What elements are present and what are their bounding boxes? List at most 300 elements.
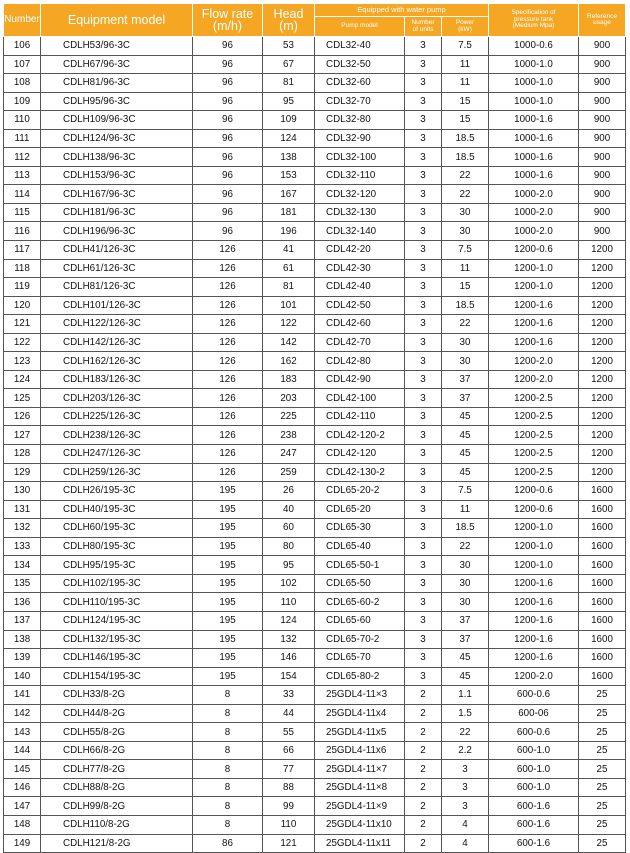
cell-pump-model: CDL65-20 <box>315 500 405 519</box>
cell-head: 88 <box>263 778 315 797</box>
header-flow-rate-unit: (m/h) <box>212 19 243 33</box>
cell-pressure-tank: 1000-2.0 <box>489 185 579 204</box>
cell-pressure-tank: 1000-1.0 <box>489 55 579 74</box>
cell-equipment-model: CDLH167/96-3C <box>41 185 193 204</box>
cell-units: 3 <box>405 148 442 167</box>
header-pressure-tank <box>489 4 579 37</box>
cell-flow-rate: 8 <box>193 797 263 816</box>
table-row <box>4 259 626 278</box>
cell-equipment-model: CDLH247/126-3C <box>41 445 193 464</box>
table-row <box>4 611 626 630</box>
cell-pressure-tank: 1000-1.6 <box>489 129 579 148</box>
cell-pump-model: CDL65-30 <box>315 519 405 538</box>
cell-units: 2 <box>405 815 442 834</box>
cell-pump-model: CDL42-70 <box>315 333 405 352</box>
cell-flow-rate: 126 <box>193 463 263 482</box>
cell-equipment-model: CDLH124/195-3C <box>41 611 193 630</box>
cell-pressure-tank: 600-0.6 <box>489 686 579 705</box>
cell-number: 133 <box>4 537 41 556</box>
cell-pressure-tank: 1200-2.5 <box>489 407 579 426</box>
table-row <box>4 111 626 130</box>
cell-flow-rate: 126 <box>193 407 263 426</box>
cell-reference-usage: 25 <box>579 704 626 723</box>
cell-pump-model: CDL32-60 <box>315 74 405 93</box>
cell-pump-model: CDL42-90 <box>315 370 405 389</box>
cell-equipment-model: CDLH102/195-3C <box>41 574 193 593</box>
header-units-line1: Number <box>411 19 435 26</box>
cell-number: 115 <box>4 203 41 222</box>
cell-flow-rate: 126 <box>193 278 263 297</box>
cell-flow-rate: 195 <box>193 574 263 593</box>
cell-equipment-model: CDLH142/126-3C <box>41 333 193 352</box>
cell-number: 143 <box>4 723 41 742</box>
cell-pressure-tank: 1200-1.6 <box>489 574 579 593</box>
cell-reference-usage: 25 <box>579 760 626 779</box>
cell-head: 110 <box>263 815 315 834</box>
header-head <box>263 4 315 37</box>
cell-equipment-model: CDLH55/8-2G <box>41 723 193 742</box>
header-equipment-model: Equipment model <box>41 4 193 37</box>
cell-reference-usage: 900 <box>579 111 626 130</box>
cell-flow-rate: 8 <box>193 741 263 760</box>
cell-pressure-tank: 1000-2.0 <box>489 203 579 222</box>
cell-power: 11 <box>442 500 489 519</box>
cell-power: 11 <box>442 55 489 74</box>
cell-reference-usage: 1600 <box>579 500 626 519</box>
table-row <box>4 815 626 834</box>
cell-power: 11 <box>442 74 489 93</box>
cell-pressure-tank: 1200-1.0 <box>489 278 579 297</box>
cell-head: 81 <box>263 278 315 297</box>
cell-reference-usage: 25 <box>579 797 626 816</box>
cell-power: 45 <box>442 407 489 426</box>
table-row <box>4 315 626 334</box>
cell-reference-usage: 1200 <box>579 389 626 408</box>
cell-number: 142 <box>4 704 41 723</box>
cell-reference-usage: 25 <box>579 834 626 853</box>
cell-head: 81 <box>263 74 315 93</box>
cell-units: 3 <box>405 593 442 612</box>
cell-flow-rate: 96 <box>193 129 263 148</box>
cell-equipment-model: CDLH138/96-3C <box>41 148 193 167</box>
cell-pump-model: 25GDL4-11×7 <box>315 760 405 779</box>
table-row <box>4 74 626 93</box>
cell-number: 131 <box>4 500 41 519</box>
pump-spec-table-container <box>3 3 625 853</box>
cell-head: 183 <box>263 370 315 389</box>
cell-pressure-tank: 1200-1.6 <box>489 333 579 352</box>
cell-flow-rate: 8 <box>193 778 263 797</box>
cell-pressure-tank: 600-1.6 <box>489 815 579 834</box>
table-row <box>4 278 626 297</box>
cell-head: 95 <box>263 556 315 575</box>
cell-pressure-tank: 1200-2.5 <box>489 445 579 464</box>
cell-head: 122 <box>263 315 315 334</box>
header-ref-line1: Reference <box>587 12 617 20</box>
cell-equipment-model: CDLH181/96-3C <box>41 203 193 222</box>
cell-pump-model: CDL42-20 <box>315 241 405 260</box>
cell-head: 259 <box>263 463 315 482</box>
cell-head: 153 <box>263 166 315 185</box>
cell-flow-rate: 96 <box>193 37 263 56</box>
cell-flow-rate: 195 <box>193 667 263 686</box>
cell-pressure-tank: 1200-1.0 <box>489 519 579 538</box>
cell-power: 45 <box>442 463 489 482</box>
cell-units: 3 <box>405 296 442 315</box>
cell-power: 4 <box>442 815 489 834</box>
cell-power: 37 <box>442 630 489 649</box>
cell-reference-usage: 900 <box>579 148 626 167</box>
cell-head: 110 <box>263 593 315 612</box>
cell-head: 80 <box>263 537 315 556</box>
cell-flow-rate: 126 <box>193 296 263 315</box>
cell-pump-model: CDL65-20-2 <box>315 482 405 501</box>
cell-equipment-model: CDLH40/195-3C <box>41 500 193 519</box>
cell-units: 3 <box>405 222 442 241</box>
cell-power: 7.5 <box>442 37 489 56</box>
cell-reference-usage: 900 <box>579 55 626 74</box>
cell-pump-model: CDL42-100 <box>315 389 405 408</box>
cell-pump-model: CDL32-100 <box>315 148 405 167</box>
cell-pump-model: CDL65-70 <box>315 649 405 668</box>
cell-units: 3 <box>405 667 442 686</box>
cell-head: 61 <box>263 259 315 278</box>
cell-equipment-model: CDLH110/195-3C <box>41 593 193 612</box>
cell-flow-rate: 126 <box>193 445 263 464</box>
cell-head: 225 <box>263 407 315 426</box>
cell-reference-usage: 25 <box>579 778 626 797</box>
cell-power: 30 <box>442 203 489 222</box>
cell-units: 3 <box>405 482 442 501</box>
cell-number: 138 <box>4 630 41 649</box>
cell-head: 102 <box>263 574 315 593</box>
cell-pressure-tank: 600-1.0 <box>489 778 579 797</box>
cell-head: 138 <box>263 148 315 167</box>
cell-units: 3 <box>405 500 442 519</box>
cell-equipment-model: CDLH61/126-3C <box>41 259 193 278</box>
table-row <box>4 333 626 352</box>
cell-head: 162 <box>263 352 315 371</box>
cell-equipment-model: CDLH41/126-3C <box>41 241 193 260</box>
cell-pressure-tank: 1000-2.0 <box>489 222 579 241</box>
cell-power: 18.5 <box>442 296 489 315</box>
cell-units: 3 <box>405 185 442 204</box>
cell-head: 67 <box>263 55 315 74</box>
table-row <box>4 593 626 612</box>
cell-units: 3 <box>405 519 442 538</box>
cell-head: 26 <box>263 482 315 501</box>
cell-flow-rate: 96 <box>193 74 263 93</box>
table-row <box>4 686 626 705</box>
table-row <box>4 352 626 371</box>
pump-spec-table <box>3 3 626 853</box>
cell-pressure-tank: 1200-0.6 <box>489 500 579 519</box>
cell-number: 146 <box>4 778 41 797</box>
table-row <box>4 166 626 185</box>
table-row <box>4 574 626 593</box>
cell-equipment-model: CDLH67/96-3C <box>41 55 193 74</box>
cell-flow-rate: 126 <box>193 370 263 389</box>
cell-pump-model: 25GDL4-11x11 <box>315 834 405 853</box>
cell-flow-rate: 195 <box>193 556 263 575</box>
cell-pressure-tank: 1200-2.0 <box>489 667 579 686</box>
cell-pressure-tank: 600-0.6 <box>489 723 579 742</box>
cell-pressure-tank: 1200-2.5 <box>489 426 579 445</box>
cell-number: 121 <box>4 315 41 334</box>
cell-number: 130 <box>4 482 41 501</box>
cell-head: 33 <box>263 686 315 705</box>
cell-power: 30 <box>442 574 489 593</box>
cell-pump-model: 25GDL4-11x6 <box>315 741 405 760</box>
cell-equipment-model: CDLH183/126-3C <box>41 370 193 389</box>
cell-units: 2 <box>405 723 442 742</box>
cell-number: 123 <box>4 352 41 371</box>
cell-number: 127 <box>4 426 41 445</box>
cell-power: 3 <box>442 797 489 816</box>
cell-power: 3 <box>442 778 489 797</box>
cell-flow-rate: 195 <box>193 611 263 630</box>
cell-power: 37 <box>442 389 489 408</box>
cell-power: 22 <box>442 723 489 742</box>
cell-units: 3 <box>405 203 442 222</box>
cell-reference-usage: 1200 <box>579 407 626 426</box>
cell-reference-usage: 1600 <box>579 649 626 668</box>
cell-flow-rate: 96 <box>193 92 263 111</box>
cell-pump-model: CDL65-70-2 <box>315 630 405 649</box>
cell-equipment-model: CDLH99/8-2G <box>41 797 193 816</box>
cell-units: 3 <box>405 55 442 74</box>
cell-power: 30 <box>442 593 489 612</box>
table-row <box>4 778 626 797</box>
cell-pressure-tank: 1200-1.0 <box>489 556 579 575</box>
cell-reference-usage: 1200 <box>579 352 626 371</box>
cell-flow-rate: 86 <box>193 834 263 853</box>
cell-head: 101 <box>263 296 315 315</box>
cell-head: 41 <box>263 241 315 260</box>
table-row <box>4 222 626 241</box>
cell-reference-usage: 900 <box>579 203 626 222</box>
cell-number: 139 <box>4 649 41 668</box>
cell-units: 3 <box>405 445 442 464</box>
cell-head: 99 <box>263 797 315 816</box>
cell-pump-model: CDL42-60 <box>315 315 405 334</box>
cell-number: 109 <box>4 92 41 111</box>
cell-reference-usage: 1200 <box>579 315 626 334</box>
cell-pressure-tank: 600-06 <box>489 704 579 723</box>
table-row <box>4 463 626 482</box>
table-row <box>4 37 626 56</box>
cell-flow-rate: 8 <box>193 723 263 742</box>
cell-reference-usage: 25 <box>579 741 626 760</box>
cell-units: 3 <box>405 556 442 575</box>
table-row <box>4 203 626 222</box>
table-row <box>4 500 626 519</box>
table-row <box>4 556 626 575</box>
cell-flow-rate: 96 <box>193 111 263 130</box>
cell-equipment-model: CDLH26/195-3C <box>41 482 193 501</box>
table-row <box>4 445 626 464</box>
cell-equipment-model: CDLH95/195-3C <box>41 556 193 575</box>
cell-reference-usage: 1600 <box>579 537 626 556</box>
table-row <box>4 537 626 556</box>
cell-number: 149 <box>4 834 41 853</box>
cell-pressure-tank: 600-1.0 <box>489 741 579 760</box>
table-row <box>4 482 626 501</box>
cell-flow-rate: 126 <box>193 315 263 334</box>
cell-equipment-model: CDLH80/195-3C <box>41 537 193 556</box>
cell-pressure-tank: 1200-2.5 <box>489 389 579 408</box>
cell-units: 3 <box>405 611 442 630</box>
cell-reference-usage: 1600 <box>579 630 626 649</box>
cell-head: 77 <box>263 760 315 779</box>
cell-equipment-model: CDLH121/8-2G <box>41 834 193 853</box>
cell-power: 1.5 <box>442 704 489 723</box>
table-row <box>4 407 626 426</box>
cell-pump-model: 25GDL4-11x5 <box>315 723 405 742</box>
cell-equipment-model: CDLH77/8-2G <box>41 760 193 779</box>
table-row <box>4 129 626 148</box>
cell-units: 3 <box>405 407 442 426</box>
cell-flow-rate: 195 <box>193 537 263 556</box>
cell-head: 181 <box>263 203 315 222</box>
cell-equipment-model: CDLH81/126-3C <box>41 278 193 297</box>
cell-equipment-model: CDLH109/96-3C <box>41 111 193 130</box>
cell-units: 3 <box>405 259 442 278</box>
cell-power: 22 <box>442 166 489 185</box>
cell-pressure-tank: 600-1.0 <box>489 760 579 779</box>
cell-pump-model: 25GDL4-11x10 <box>315 815 405 834</box>
cell-pressure-tank: 1200-0.6 <box>489 482 579 501</box>
cell-number: 107 <box>4 55 41 74</box>
cell-pump-model: CDL32-70 <box>315 92 405 111</box>
cell-head: 44 <box>263 704 315 723</box>
table-row <box>4 370 626 389</box>
cell-equipment-model: CDLH132/195-3C <box>41 630 193 649</box>
header-ref-line2: usage <box>593 19 611 26</box>
cell-power: 4 <box>442 834 489 853</box>
cell-head: 124 <box>263 611 315 630</box>
cell-pressure-tank: 1000-1.6 <box>489 166 579 185</box>
cell-pressure-tank: 1200-1.6 <box>489 611 579 630</box>
cell-pump-model: CDL42-110 <box>315 407 405 426</box>
cell-equipment-model: CDLH81/96-3C <box>41 74 193 93</box>
header-power <box>442 17 489 37</box>
cell-pressure-tank: 600-1.6 <box>489 797 579 816</box>
cell-equipment-model: CDLH196/96-3C <box>41 222 193 241</box>
cell-power: 30 <box>442 333 489 352</box>
cell-pump-model: CDL65-60-2 <box>315 593 405 612</box>
table-row <box>4 185 626 204</box>
cell-pump-model: 25GDL4-11×8 <box>315 778 405 797</box>
cell-reference-usage: 1200 <box>579 426 626 445</box>
cell-power: 45 <box>442 649 489 668</box>
cell-reference-usage: 1600 <box>579 482 626 501</box>
cell-pump-model: 25GDL4-11×9 <box>315 797 405 816</box>
cell-reference-usage: 900 <box>579 92 626 111</box>
cell-reference-usage: 25 <box>579 686 626 705</box>
cell-equipment-model: CDLH33/8-2G <box>41 686 193 705</box>
cell-pump-model: CDL42-120-2 <box>315 426 405 445</box>
cell-reference-usage: 1200 <box>579 241 626 260</box>
cell-number: 120 <box>4 296 41 315</box>
cell-pump-model: CDL32-50 <box>315 55 405 74</box>
cell-power: 30 <box>442 352 489 371</box>
cell-power: 18.5 <box>442 129 489 148</box>
cell-power: 22 <box>442 537 489 556</box>
cell-pressure-tank: 1200-1.6 <box>489 630 579 649</box>
cell-equipment-model: CDLH203/126-3C <box>41 389 193 408</box>
cell-equipment-model: CDLH153/96-3C <box>41 166 193 185</box>
cell-pump-model: CDL42-30 <box>315 259 405 278</box>
table-row <box>4 389 626 408</box>
cell-reference-usage: 25 <box>579 723 626 742</box>
cell-units: 3 <box>405 278 442 297</box>
cell-pump-model: CDL32-80 <box>315 111 405 130</box>
cell-power: 22 <box>442 185 489 204</box>
cell-pump-model: CDL42-120 <box>315 445 405 464</box>
header-power-line2: (kW) <box>458 25 472 33</box>
cell-pressure-tank: 1200-2.0 <box>489 352 579 371</box>
header-units <box>405 17 442 37</box>
cell-pump-model: CDL42-40 <box>315 278 405 297</box>
cell-flow-rate: 195 <box>193 649 263 668</box>
cell-pressure-tank: 1200-0.6 <box>489 241 579 260</box>
header-head-label: Head <box>273 6 304 21</box>
table-row <box>4 241 626 260</box>
cell-pressure-tank: 1000-1.0 <box>489 74 579 93</box>
cell-head: 196 <box>263 222 315 241</box>
cell-units: 3 <box>405 241 442 260</box>
header-pump-model: Pump model <box>315 17 405 37</box>
cell-head: 124 <box>263 129 315 148</box>
cell-head: 142 <box>263 333 315 352</box>
cell-head: 146 <box>263 649 315 668</box>
cell-pressure-tank: 1000-1.6 <box>489 111 579 130</box>
header-flow-rate-label: Flow rate <box>201 6 254 21</box>
cell-number: 141 <box>4 686 41 705</box>
cell-power: 22 <box>442 315 489 334</box>
cell-flow-rate: 195 <box>193 630 263 649</box>
cell-reference-usage: 25 <box>579 815 626 834</box>
cell-power: 45 <box>442 667 489 686</box>
cell-flow-rate: 8 <box>193 686 263 705</box>
cell-equipment-model: CDLH225/126-3C <box>41 407 193 426</box>
table-body <box>4 37 626 853</box>
cell-pump-model: CDL32-140 <box>315 222 405 241</box>
cell-units: 3 <box>405 37 442 56</box>
cell-number: 111 <box>4 129 41 148</box>
cell-flow-rate: 126 <box>193 426 263 445</box>
cell-power: 18.5 <box>442 519 489 538</box>
cell-pump-model: CDL32-110 <box>315 166 405 185</box>
header-units-line2: of units <box>412 25 434 33</box>
cell-pump-model: CDL32-120 <box>315 185 405 204</box>
cell-reference-usage: 1200 <box>579 278 626 297</box>
cell-number: 145 <box>4 760 41 779</box>
cell-units: 3 <box>405 166 442 185</box>
cell-pump-model: CDL65-50 <box>315 574 405 593</box>
cell-power: 15 <box>442 111 489 130</box>
cell-power: 2.2 <box>442 741 489 760</box>
cell-power: 15 <box>442 92 489 111</box>
cell-equipment-model: CDLH146/195-3C <box>41 649 193 668</box>
table-row <box>4 148 626 167</box>
cell-number: 118 <box>4 259 41 278</box>
header-reference-usage <box>579 4 626 37</box>
cell-power: 37 <box>442 611 489 630</box>
cell-equipment-model: CDLH238/126-3C <box>41 426 193 445</box>
cell-head: 238 <box>263 426 315 445</box>
